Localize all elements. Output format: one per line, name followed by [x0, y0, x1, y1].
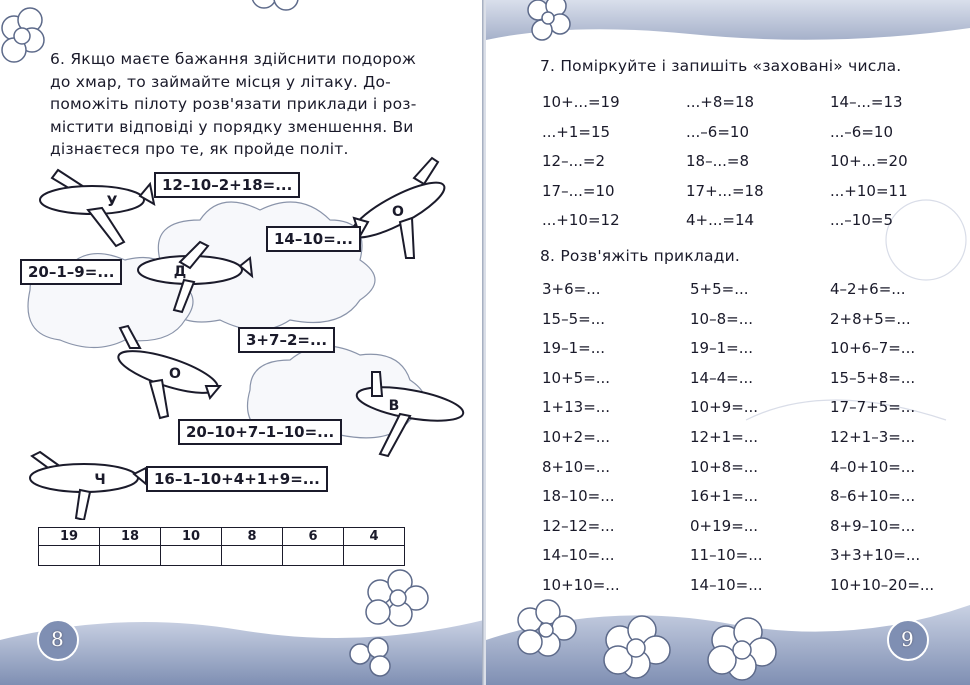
exercise-item: ...+8=18 — [686, 93, 755, 111]
exercise-item: 16+1=... — [690, 487, 759, 506]
page-number: 9 — [901, 627, 914, 651]
exercise-item: 10+5=... — [542, 368, 611, 387]
airplane-icon — [30, 452, 146, 520]
exercise-item: 17–...=10 — [542, 181, 615, 200]
exercise-item: 18–10=... — [542, 487, 615, 506]
plane-letter: У — [106, 194, 118, 210]
exercise-item: 14–10=... — [542, 546, 615, 565]
airplane-icon — [354, 372, 465, 456]
exercise-item: 18–...=8 — [686, 152, 750, 170]
exercise-item: 5+5=... — [690, 280, 749, 298]
answer-letter-cell[interactable] — [39, 546, 100, 566]
exercise-item: 10+...=20 — [830, 152, 908, 170]
left-page — [0, 0, 484, 685]
answer-letter-cell[interactable] — [344, 546, 405, 566]
answer-letter-cell[interactable] — [161, 546, 222, 566]
exercise-item: 10+2=... — [542, 428, 611, 446]
airplane-icon — [138, 242, 252, 312]
page-number: 8 — [51, 627, 64, 651]
exercise-item: 14–10=... — [690, 576, 763, 594]
expression-box: 20–10+7–1–10=... — [178, 419, 342, 445]
answer-cell: 19 — [39, 528, 100, 546]
task6-line: до хмар, то займайте місця у літаку. До- — [50, 72, 391, 91]
answer-letter-cell[interactable] — [283, 546, 344, 566]
exercise-item: 10+6–7=... — [830, 339, 916, 358]
exercise-item: ...+1=15 — [542, 122, 611, 141]
exercise-item: 15–5=... — [542, 309, 606, 328]
exercise-item: 10+9=... — [690, 398, 759, 417]
exercise-item: 12+1–3=... — [830, 428, 916, 446]
task6-line: дізнаєтеся про те, як пройде політ. — [50, 140, 349, 158]
exercise-item: 19–1=... — [542, 339, 606, 358]
exercise-item: ...–10=5 — [830, 211, 894, 229]
plane-letter: Ч — [94, 472, 106, 488]
answer-letter-cell[interactable] — [222, 546, 283, 566]
exercise-item: 17+...=18 — [686, 181, 764, 200]
exercise-item: 3+6=... — [542, 280, 601, 298]
exercise-item: 0+19=... — [690, 516, 759, 535]
task6-line: містити відповіді у порядку зменшення. Ви — [50, 117, 414, 136]
exercise-item: 14–4=... — [690, 368, 754, 387]
exercise-item: 12–12=... — [542, 516, 615, 535]
answer-cell: 10 — [161, 528, 222, 546]
exercise-item: 15–5+8=... — [830, 368, 916, 387]
exercise-item: ...+10=12 — [542, 211, 620, 229]
expression-box: 14–10=... — [266, 226, 361, 252]
exercise-item: 2+8+5=... — [830, 309, 911, 328]
plane-letter: О — [392, 204, 404, 220]
answer-cell: 4 — [344, 528, 405, 546]
exercise-item: 8+9–10=... — [830, 516, 916, 535]
exercise-item: 10+10=... — [542, 576, 620, 594]
exercise-item: 10+...=19 — [542, 93, 620, 111]
task7-title: 7. Поміркуйте і запишіть «заховані» числа. — [540, 57, 902, 75]
exercise-item: 11–10=... — [690, 546, 763, 565]
exercise-item: 10+8=... — [690, 457, 759, 476]
answer-cell: 18 — [100, 528, 161, 546]
answer-cell: 8 — [222, 528, 283, 546]
exercise-item: ...–6=10 — [686, 122, 750, 141]
task8-title: 8. Розв'яжіть приклади. — [540, 247, 740, 265]
exercise-item: 19–1=... — [690, 339, 754, 358]
exercise-item: 1+13=... — [542, 398, 611, 417]
exercise-item: 12–...=2 — [542, 152, 606, 170]
expression-box: 20–1–9=... — [20, 259, 122, 285]
exercise-item: 3+3+10=... — [830, 546, 921, 565]
expression-box: 12–10–2+18=... — [154, 172, 300, 198]
task6-line: 6. Якщо маєте бажання здійснити подорож — [50, 50, 417, 68]
expression-box: 16–1–10+4+1+9=... — [146, 466, 328, 492]
exercise-item: 8–6+10=... — [830, 487, 916, 506]
airplane-icon — [114, 326, 222, 418]
answer-table — [38, 527, 405, 566]
airplane-icon — [40, 170, 154, 246]
answer-cell: 6 — [283, 528, 344, 546]
exercise-item: 17–7+5=... — [830, 398, 916, 417]
exercise-item: 4+...=14 — [686, 211, 755, 229]
plane-letter: О — [169, 366, 181, 382]
right-page — [486, 0, 970, 685]
exercise-item: 4–0+10=... — [830, 457, 916, 476]
exercise-item: 12+1=... — [690, 428, 759, 446]
exercise-item: 4–2+6=... — [830, 280, 906, 298]
exercise-item: ...+10=11 — [830, 181, 908, 200]
exercise-item: 10+10–20=... — [830, 576, 935, 594]
plane-letter: В — [388, 398, 400, 414]
exercise-item: 8+10=... — [542, 457, 611, 476]
answer-letter-cell[interactable] — [100, 546, 161, 566]
plane-letter: Д — [173, 264, 187, 280]
flower-icon — [528, 0, 570, 40]
exercise-item: ...–6=10 — [830, 122, 894, 141]
exercise-item: 10–8=... — [690, 309, 754, 328]
expression-box: 3+7–2=... — [238, 327, 335, 353]
task6-line: поможіть пілоту розв'язати приклади і роз- — [50, 95, 417, 113]
exercise-item: 14–...=13 — [830, 93, 903, 111]
